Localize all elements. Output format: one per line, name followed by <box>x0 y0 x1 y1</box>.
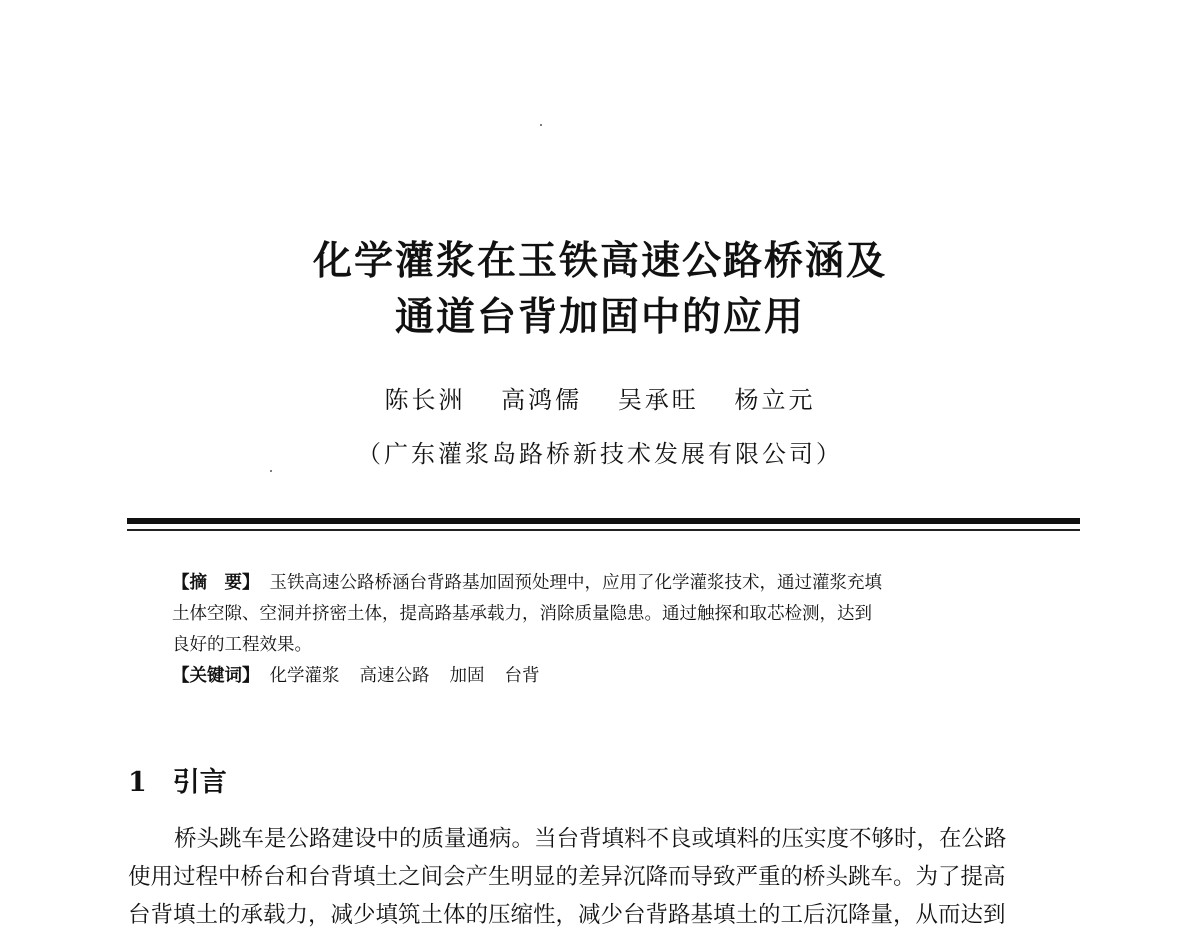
abstract-line <box>172 568 1042 599</box>
scan-speck <box>270 470 272 472</box>
abstract-text: 玉铁高速公路桥涵台背路基加固预处理中，应用了化学灌浆技术，通过灌浆充填 <box>269 573 882 593</box>
section-heading <box>128 760 227 799</box>
body-line: 台背填土的承载力，减少填筑土体的压缩性，减少台背路基填土的工后沉降量，从而达到 <box>128 902 1006 928</box>
body-line: 使用过程中桥台和台背填土之间会产生明显的差异沉降而导致严重的桥头跳车。为了提高 <box>128 864 1006 890</box>
keywords-label: 【关键词】 <box>172 666 260 686</box>
author-name: 高鸿儒 <box>501 386 583 414</box>
author-name: 陈长洲 <box>384 386 466 414</box>
keyword: 高速公路 <box>359 666 430 686</box>
scan-speck <box>540 124 542 126</box>
section-number: 1 <box>128 767 147 798</box>
abstract-line: 土体空隙、空洞并挤密土体，提高路基承载力，消除质量隐患。通过触探和取芯检测，达到 <box>172 604 872 624</box>
keyword: 台背 <box>504 666 540 686</box>
keywords-line <box>172 661 1042 692</box>
keyword: 加固 <box>449 666 485 686</box>
header-rule-thick <box>127 518 1080 524</box>
affiliation: （广东灌浆岛路桥新技术发展有限公司） <box>357 440 843 468</box>
section-title: 引言 <box>172 767 227 798</box>
author-name: 杨立元 <box>734 386 816 414</box>
paper-title-line-1: 化学灌浆在玉铁高速公路桥涵及 <box>312 239 887 284</box>
body-line: 桥头跳车是公路建设中的质量通病。当台背填料不良或填料的压实度不够时，在公路 <box>174 826 1007 852</box>
header-rule-thin <box>127 529 1080 531</box>
abstract-block <box>172 568 1042 692</box>
author-name: 吴承旺 <box>617 386 699 414</box>
keyword: 化学灌浆 <box>269 666 340 686</box>
paper-title-line-2: 通道台背加固中的应用 <box>394 295 805 340</box>
abstract-label: 【摘 要】 <box>172 573 260 593</box>
abstract-line: 良好的工程效果。 <box>172 635 312 655</box>
body-paragraph <box>128 820 1083 934</box>
author-list <box>0 380 1200 415</box>
